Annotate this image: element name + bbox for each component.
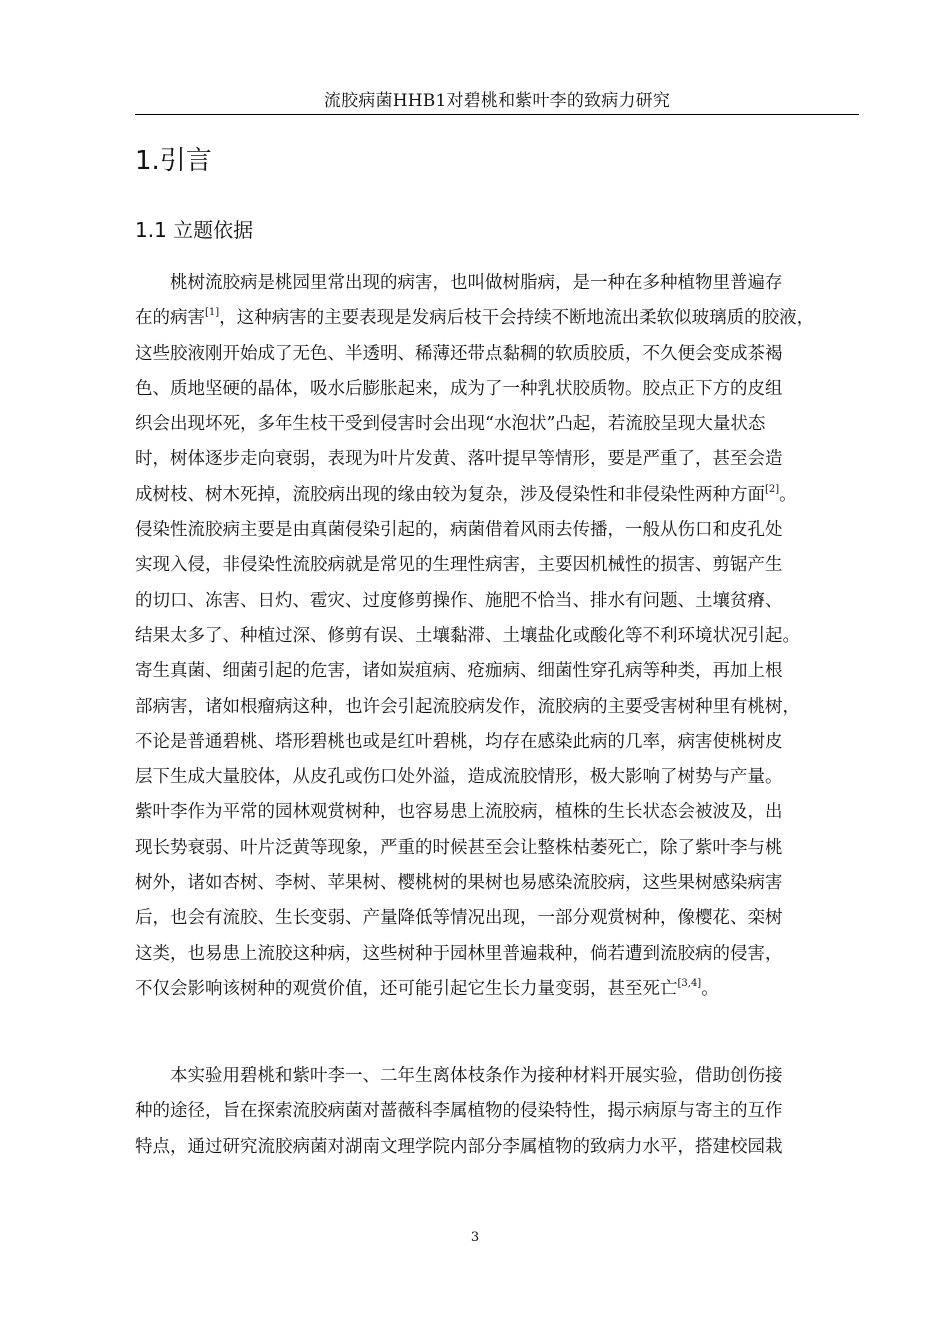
text-line: 部病害，诸如根瘤病这种，也许会引起流胶病发作，流胶病的主要受害树种里有桃树， [135, 696, 800, 717]
page-number: 3 [470, 1230, 480, 1245]
citation: [2] [765, 483, 780, 495]
text-line: 树外，诸如杏树、李树、苹果树、樱桃树的果树也易感染流胶病，这些果树感染病害 [135, 873, 783, 894]
text-line: 桃树流胶病是桃园里常出现的病害，也叫做树脂病，是一种在多种植物里普遍存 [170, 273, 783, 293]
citation: [3,4] [677, 977, 702, 989]
text-line: 成树枝、树木死掉，流胶病出现的缘由较为复杂，涉及侵染性和非侵染性两种方面[2]。 [135, 483, 797, 505]
section-heading: 1.引言 [135, 146, 212, 176]
text-line: 的切口、冻害、日灼、雹灾、过度修剪操作、施肥不恰当、排水有问题、土壤贫瘠、 [135, 590, 783, 611]
text-line: 寄生真菌、细菌引起的危害，诸如炭疽病、疮痂病、细菌性穿孔病等种类，再加上根 [135, 661, 783, 682]
text-line: 本实验用碧桃和紫叶李一、二年生离体枝条作为接种材料开展实验，借助创伤接 [170, 1066, 783, 1086]
text-line: 种的途径，旨在探索流胶病菌对蔷薇科李属植物的侵染特性，揭示病原与寄主的互作 [135, 1101, 783, 1122]
text-line: 色、质地坚硬的晶体，吸水后膨胀起来，成为了一种乳状胶质物。胶点正下方的皮组 [135, 378, 783, 399]
text-line: 特点，通过研究流胶病菌对湖南文理学院内部分李属植物的致病力水平，搭建校园栽 [135, 1136, 783, 1157]
text-line: 时，树体逐步走向衰弱，表现为叶片发黄、落叶提早等情形，要是严重了，甚至会造 [135, 449, 783, 470]
running-header: 流胶病菌HHB1对碧桃和紫叶李的致病力研究 [323, 91, 671, 111]
text-line: 后，也会有流胶、生长变弱、产量降低等情况出现，一部分观赏树种，像樱花、栾树 [135, 908, 783, 929]
paragraph-1 [135, 266, 859, 1007]
text-line: 在的病害[1]，这种病害的主要表现是发病后枝干会持续不断地流出柔软似玻璃质的胶液， [135, 307, 815, 329]
text-line: 实现入侵，非侵染性流胶病就是常见的生理性病害，主要因机械性的损害、剪锯产生 [135, 555, 783, 576]
text-line: 结果太多了、种植过深、修剪有误、土壤黏滞、土壤盐化或酸化等不利环境状况引起。 [135, 625, 800, 646]
paragraph-2 [135, 1059, 859, 1165]
header-divider [135, 114, 859, 115]
text-line: 层下生成大量胶体，从皮孔或伤口处外溢，造成流胶情形，极大影响了树势与产量。 [135, 767, 783, 788]
text-line: 这些胶液刚开始成了无色、半透明、稀薄还带点黏稠的软质胶质，不久便会变成茶褐 [135, 343, 783, 364]
text-line: 不论是普通碧桃、塔形碧桃也或是红叶碧桃，均存在感染此病的几率，病害使桃树皮 [135, 731, 783, 752]
text-line: 侵染性流胶病主要是由真菌侵染引起的，病菌借着风雨去传播，一般从伤口和皮孔处 [135, 520, 783, 541]
text-line: 紫叶李作为平常的园林观赏树种，也容易患上流胶病，植株的生长状态会被波及，出 [135, 802, 783, 823]
citation: [1] [205, 307, 220, 319]
text-line: 这类，也易患上流胶这种病，这些树种于园林里普遍栽种，倘若遭到流胶病的侵害， [135, 943, 783, 964]
subsection-heading: 1.1 立题依据 [135, 218, 254, 242]
text-line: 不仅会影响该树种的观赏价值，还可能引起它生长力量变弱，甚至死亡[3,4]。 [135, 977, 719, 999]
text-line: 织会出现坏死，多年生枝干受到侵害时会出现“水泡状”凸起，若流胶呈现大量状态 [135, 414, 766, 435]
text-line: 现长势衰弱、叶片泛黄等现象，严重的时候甚至会让整株枯萎死亡，除了紫叶李与桃 [135, 837, 783, 858]
